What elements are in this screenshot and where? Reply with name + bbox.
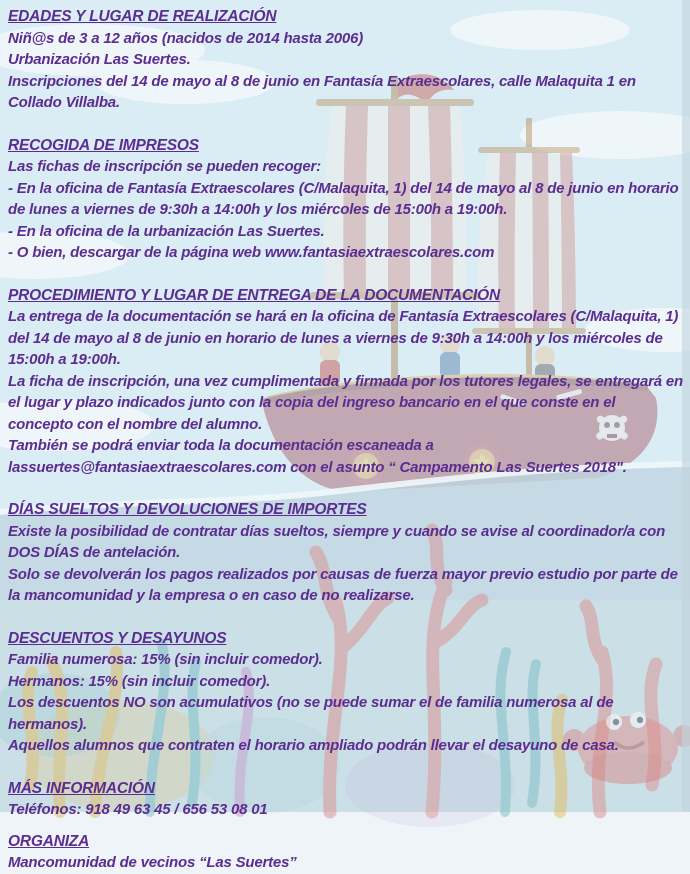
paragraph: Familia numerosa: 15% (sin incluir comedor). [8, 651, 323, 668]
paragraph: Urbanización Las Suertes. [8, 51, 191, 68]
paragraph: Aquellos alumnos que contraten el horario ampliado podrán llevar el desayuno de casa. [8, 737, 619, 754]
section-heading: DÍAS SUELTOS Y DEVOLUCIONES DE IMPORTES [8, 501, 367, 518]
flyer-section [8, 499, 684, 607]
paragraph: Teléfonos: 918 49 63 45 / 656 53 08 01 [8, 801, 268, 818]
section-heading: EDADES Y LUGAR DE REALIZACIÓN [8, 8, 277, 25]
paragraph: La ficha de inscripción, una vez cumplimentada y firmada por los tutores legales, se entregará en el lugar y plazo indicados junto con la copia del ingreso bancario en el que conste en el concepto con el nombre del alumno. [8, 372, 683, 433]
flyer-section [8, 6, 684, 114]
paragraph: La entrega de la documentación se hará en la oficina de Fantasía Extraescolares (C/Malaquita, 1) del 14 de mayo al 8 de junio en horario de lunes a viernes de 9:30h a 14:00h y los miércoles de 15:00h a 19:00h. [8, 308, 679, 368]
paragraph: Inscripciones del 14 de mayo al 8 de junio en Fantasía Extraescolares, calle Malaquita 1 en Collado Villalba. [8, 72, 636, 111]
paragraph: Los descuentos NO son acumulativos (no se puede sumar el de familia numerosa al de hermanos). [8, 694, 614, 733]
paragraph: Hermanos: 15% (sin incluir comedor). [8, 672, 271, 690]
paragraph: Las fichas de inscripción se pueden recoger: [8, 158, 321, 175]
paragraph: Existe la posibilidad de contratar días sueltos, siempre y cuando se avise al coordinador/a con DOS DÍAS de antelación. [8, 522, 666, 561]
paragraph: - En la oficina de Fantasía Extraescolares (C/Malaquita, 1) del 14 de mayo al 8 de junio en horario de lunes a viernes de 9:30h a 14:00h y los miércoles de 15:00h a 19:00h. [8, 179, 679, 218]
section-heading: ORGANIZA [8, 832, 90, 850]
paragraph: Solo se devolverán los pagos realizados por causas de fuerza mayor previo estudio por parte de la mancomunidad y la empresa o en caso de no realizarse. [8, 565, 678, 604]
section-heading: RECOGIDA DE IMPRESOS [8, 136, 199, 154]
flyer-section [8, 285, 684, 479]
paragraph: Niñ@s de 3 a 12 años (nacidos de 2014 hasta 2006) [8, 29, 363, 47]
flyer-section [8, 135, 684, 264]
paragraph: - O bien, descargar de la página web www.fantasiaextraescolares.com [8, 244, 495, 261]
section-heading: PROCEDIMIENTO Y LUGAR DE ENTREGA DE LA DOCUMENTACIÓN [8, 286, 500, 304]
paragraph: Mancomunidad de vecinos “Las Suertes” [8, 854, 297, 871]
paragraph: También se podrá enviar toda la documentación escaneada a lassuertes@fantasiaextraescolares.com con el asunto “ Campamento Las Suertes 2018". [8, 437, 627, 476]
section-heading: DESCUENTOS Y DESAYUNOS [8, 629, 227, 647]
flyer-section [8, 628, 684, 757]
flyer-section [8, 831, 684, 874]
paragraph: - En la oficina de la urbanización Las Suertes. [8, 222, 325, 240]
section-heading: MÁS INFORMACIÓN [8, 779, 155, 797]
flyer-section [8, 778, 684, 821]
